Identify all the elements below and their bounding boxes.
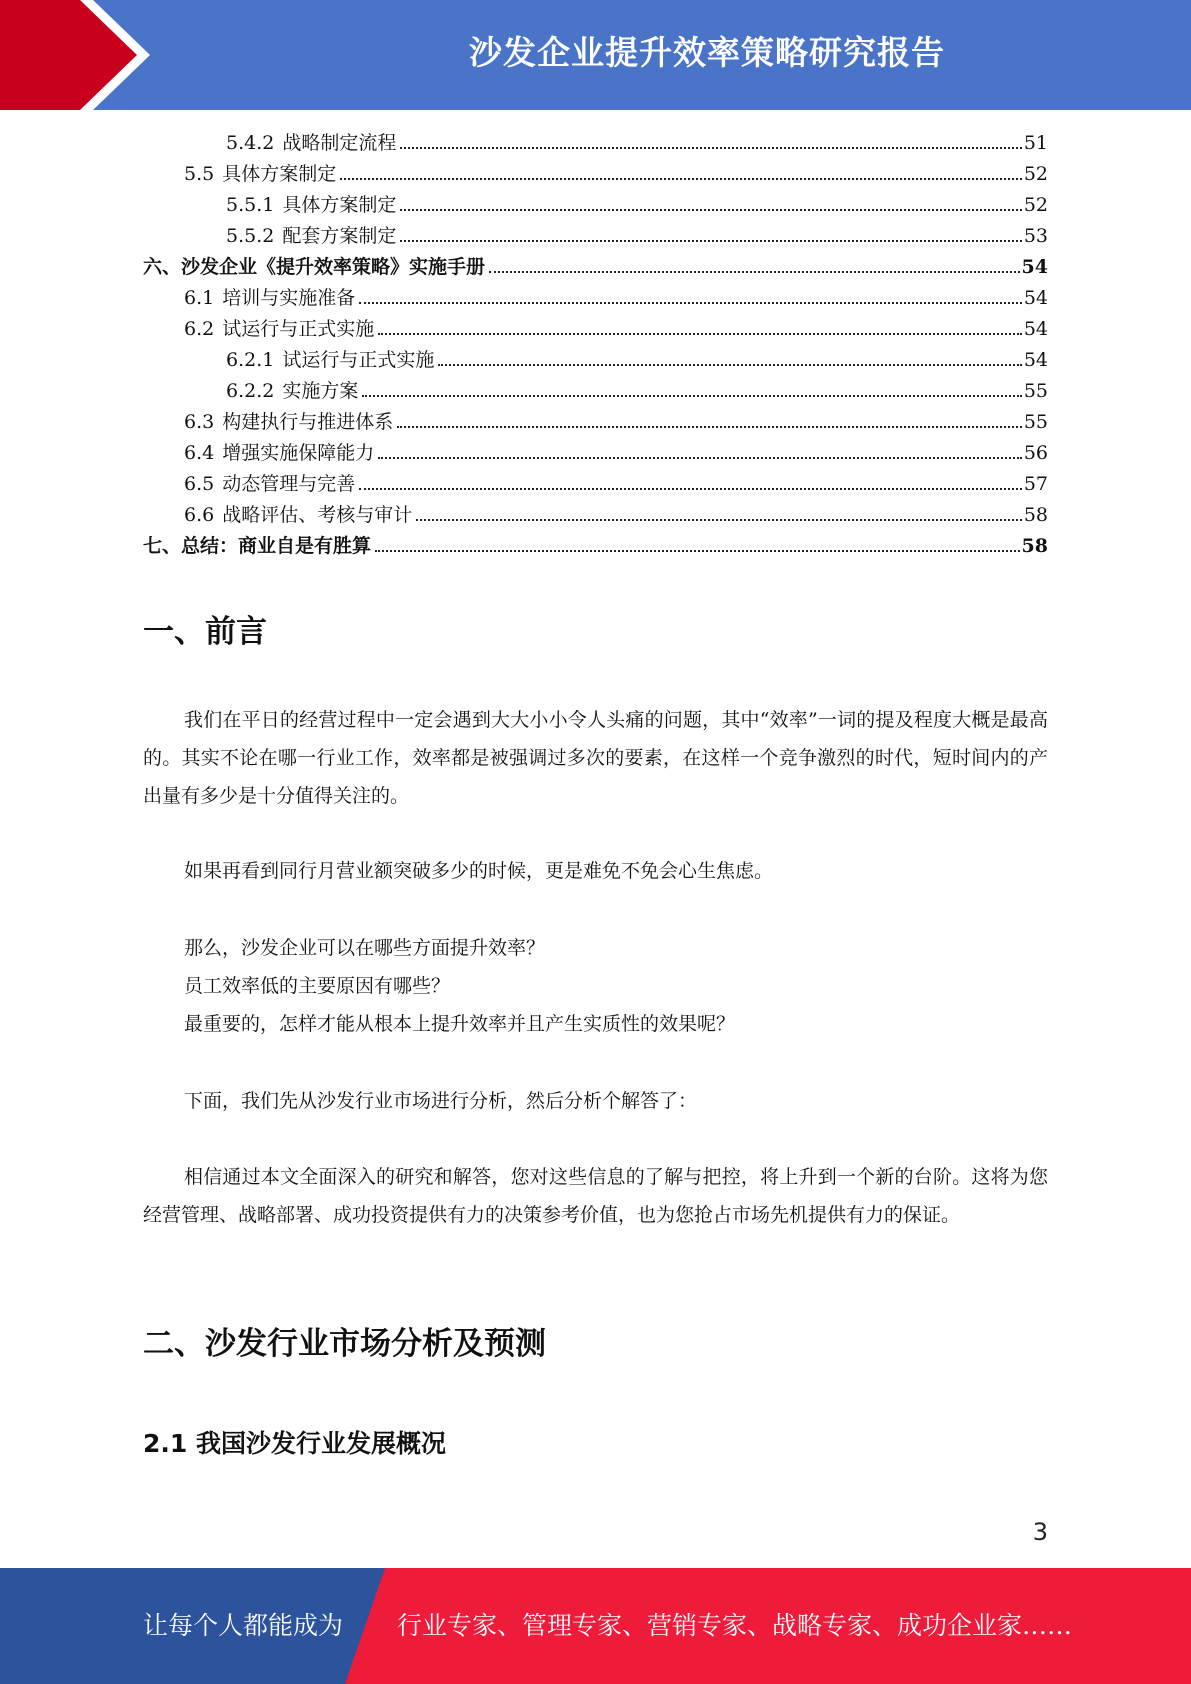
toc-dot-leader xyxy=(400,147,1021,149)
paragraph: 我们在平日的经营过程中一定会遇到大大小小令人头痛的问题，其中“效率”一词的提及程度大概是最高的。其实不论在哪一行业工作，效率都是被强调过多次的要素，在这样一个竞争激烈的时代，短时间内的产出量有多少是十分值得关注的。 xyxy=(143,709,1048,807)
toc-entry-title: 增强实施保障能力 xyxy=(222,442,375,464)
toc-entry-title: 实施方案 xyxy=(282,380,359,402)
page-number: 3 xyxy=(1032,1518,1048,1546)
toc-dot-leader xyxy=(340,178,1022,180)
toc-entry[interactable] xyxy=(143,314,1048,345)
toc-dot-leader xyxy=(438,364,1021,366)
toc-entry-page: 54 xyxy=(1023,349,1048,371)
toc-entry-page: 52 xyxy=(1023,194,1048,216)
toc-entry-number: 6.2.2 xyxy=(226,380,275,402)
toc-entry-title: 构建执行与推进体系 xyxy=(222,411,394,433)
toc-entry-number: 6.6 xyxy=(184,504,215,526)
paragraph: 下面，我们先从沙发行业市场进行分析，然后分析个解答了： xyxy=(184,1090,698,1112)
toc-dot-leader xyxy=(359,488,1022,490)
toc-entry-page: 52 xyxy=(1023,163,1048,185)
toc-dot-leader xyxy=(400,240,1021,242)
toc-entry[interactable] xyxy=(143,159,1048,190)
toc-entry-number: 6.2 xyxy=(184,318,215,340)
section-heading-market-analysis: 二、沙发行业市场分析及预测 xyxy=(143,1326,546,1362)
toc-dot-leader xyxy=(378,333,1022,335)
header-corner-arrow xyxy=(0,0,160,110)
toc-entry-title: 战略制定流程 xyxy=(282,132,397,154)
toc-entry-page: 55 xyxy=(1023,380,1048,402)
toc-entry-number: 6.2.1 xyxy=(226,349,275,371)
section-heading-preface: 一、前言 xyxy=(143,614,267,650)
toc-entry-page: 58 xyxy=(1023,504,1048,526)
toc-entry-number: 5.4.2 xyxy=(226,132,275,154)
toc-entry-title: 七、总结：商业自是有胜算 xyxy=(143,535,372,557)
toc-dot-leader xyxy=(416,519,1022,521)
toc-entry-title: 配套方案制定 xyxy=(282,225,397,247)
toc-entry[interactable] xyxy=(143,376,1048,407)
paragraph: 相信通过本文全面深入的研究和解答，您对这些信息的了解与把控，将上升到一个新的台阶。这将为您经营管理、战略部署、成功投资提供有力的决策参考价值，也为您抢占市场先机提供有力的保证。 xyxy=(143,1166,1048,1226)
toc-dot-leader xyxy=(489,271,1020,273)
toc-entry[interactable] xyxy=(143,190,1048,221)
toc-entry-page: 54 xyxy=(1023,287,1048,309)
toc-entry-page: 54 xyxy=(1023,318,1048,340)
subsection-heading: 2.1 我国沙发行业发展概况 xyxy=(143,1429,446,1458)
toc-entry-page: 55 xyxy=(1023,411,1048,433)
toc-entry-title: 具体方案制定 xyxy=(222,163,337,185)
toc-entry[interactable] xyxy=(143,345,1048,376)
toc-entry-page: 51 xyxy=(1023,132,1048,154)
toc-entry-number: 5.5.1 xyxy=(226,194,275,216)
toc-entry-page: 53 xyxy=(1023,225,1048,247)
toc-entry[interactable] xyxy=(143,500,1048,531)
toc-entry-title: 试运行与正式实施 xyxy=(222,318,375,340)
toc-dot-leader xyxy=(397,426,1022,428)
toc-entry[interactable] xyxy=(143,438,1048,469)
toc-entry[interactable] xyxy=(143,221,1048,252)
toc-entry-number: 6.4 xyxy=(184,442,215,464)
question-line: 员工效率低的主要原因有哪些？ xyxy=(184,975,451,997)
toc-entry[interactable] xyxy=(143,283,1048,314)
toc-entry-page: 58 xyxy=(1021,535,1048,557)
question-line: 那么，沙发企业可以在哪些方面提升效率？ xyxy=(184,937,546,959)
toc-entry-number: 6.1 xyxy=(184,287,215,309)
toc-dot-leader xyxy=(400,209,1021,211)
toc-entry[interactable] xyxy=(143,252,1048,283)
toc-dot-leader xyxy=(359,302,1022,304)
toc-entry[interactable] xyxy=(143,531,1048,562)
toc-entry-number: 6.3 xyxy=(184,411,215,433)
footer-slogan-left: 让每个人都能成为 xyxy=(143,1611,344,1640)
toc-entry-title: 动态管理与完善 xyxy=(222,473,356,495)
toc-entry-page: 54 xyxy=(1021,256,1048,278)
toc-entry[interactable] xyxy=(143,469,1048,500)
question-line: 最重要的，怎样才能从根本上提升效率并且产生实质性的效果呢？ xyxy=(184,1013,736,1035)
toc-entry-title: 六、沙发企业《提升效率策略》实施手册 xyxy=(143,256,486,278)
toc-entry-title: 试运行与正式实施 xyxy=(282,349,435,371)
footer-banner xyxy=(0,1568,1191,1684)
toc-entry-number: 5.5.2 xyxy=(226,225,275,247)
toc-entry-title: 具体方案制定 xyxy=(282,194,397,216)
toc-entry-page: 57 xyxy=(1023,473,1048,495)
toc-entry-title: 培训与实施准备 xyxy=(222,287,356,309)
toc-entry-page: 56 xyxy=(1023,442,1048,464)
toc-dot-leader xyxy=(378,457,1022,459)
toc-entry[interactable] xyxy=(143,407,1048,438)
toc-entry-title: 战略评估、考核与审计 xyxy=(222,504,413,526)
report-title: 沙发企业提升效率策略研究报告 xyxy=(469,33,945,72)
footer-slogan-right: 行业专家、管理专家、营销专家、战略专家、成功企业家…… xyxy=(397,1611,1073,1640)
toc-entry[interactable] xyxy=(143,128,1048,159)
paragraph: 如果再看到同行月营业额突破多少的时候，更是难免不免会心生焦虑。 xyxy=(184,860,774,882)
table-of-contents xyxy=(143,128,1048,562)
toc-entry-number: 6.5 xyxy=(184,473,215,495)
toc-dot-leader xyxy=(375,550,1020,552)
toc-dot-leader xyxy=(362,395,1021,397)
header-banner xyxy=(0,0,1191,110)
toc-entry-number: 5.5 xyxy=(184,163,215,185)
